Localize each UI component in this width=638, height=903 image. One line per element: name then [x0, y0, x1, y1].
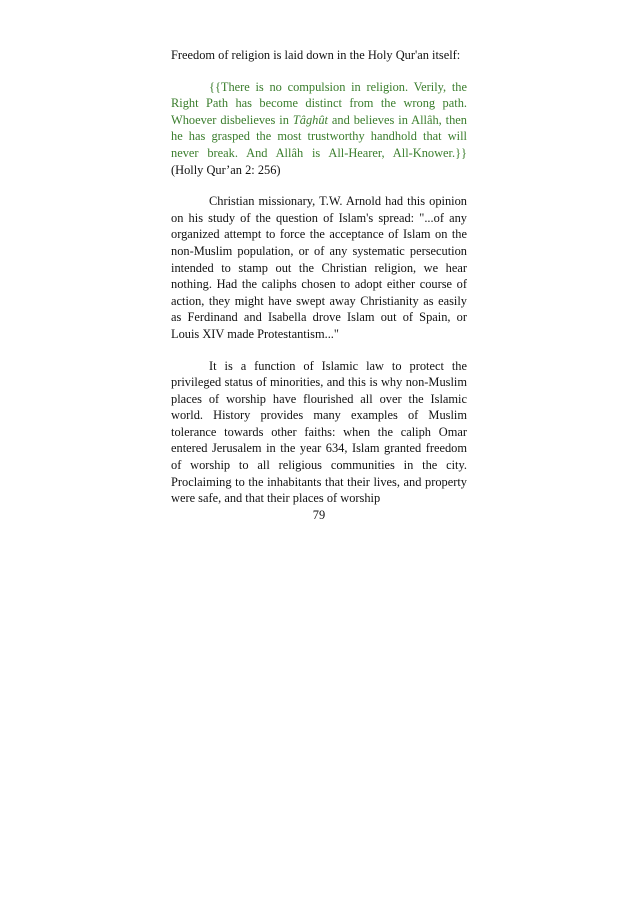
paragraph-arnold-quote: Christian missionary, T.W. Arnold had this opinion on his study of the question of Islam's spread: "...of any organized attempt to force the acceptance of Islam on the non-Muslim population, or of any systematic persecution intended to stamp out the Christian religion, we hear nothing. Had the caliphs chosen to adopt either course of action, they might have swept away Christianity as easily as Ferdinand and Isabella drove Islam out of Spain, or Louis XIV made Protestantism..." — [171, 194, 467, 341]
paragraph-minorities: It is a function of Islamic law to protect the privileged status of minorities, and this is why non-Muslim places of worship have flourished all over the Islamic world. History provides many examples of Muslim tolerance towards other faiths: when the caliph Omar entered Jerusalem in the year 634, Islam granted freedom of worship to all religious communities in the city. Proclaiming to the inhabitants that their lives, and property were safe, and that their places of worship — [171, 358, 467, 506]
paragraph-gap — [171, 178, 467, 193]
quran-verse-text-1: {{There is no compulsion in religion. Verily, the Right Path has become distinct from the wrong path. Whoever disbelieves in — [171, 79, 467, 127]
quran-verse-text-2: and believes in Allâh, then he has grasped the most trustworthy handhold that will never break. And Allâh is All-Hearer, All-Knower.}} — [171, 112, 467, 160]
page-number: 79 — [312, 507, 326, 522]
paragraph-gap — [171, 64, 467, 79]
quran-citation: (Holly Qur’an 2: 256) — [171, 162, 281, 177]
paragraph-gap — [171, 343, 467, 358]
quran-verse-paragraph — [171, 79, 467, 179]
document-page — [171, 47, 467, 523]
paragraph-freedom-of-religion: Freedom of religion is laid down in the Holy Qur'an itself: — [171, 48, 461, 62]
quran-verse-taghut: Tâghût — [292, 112, 328, 127]
